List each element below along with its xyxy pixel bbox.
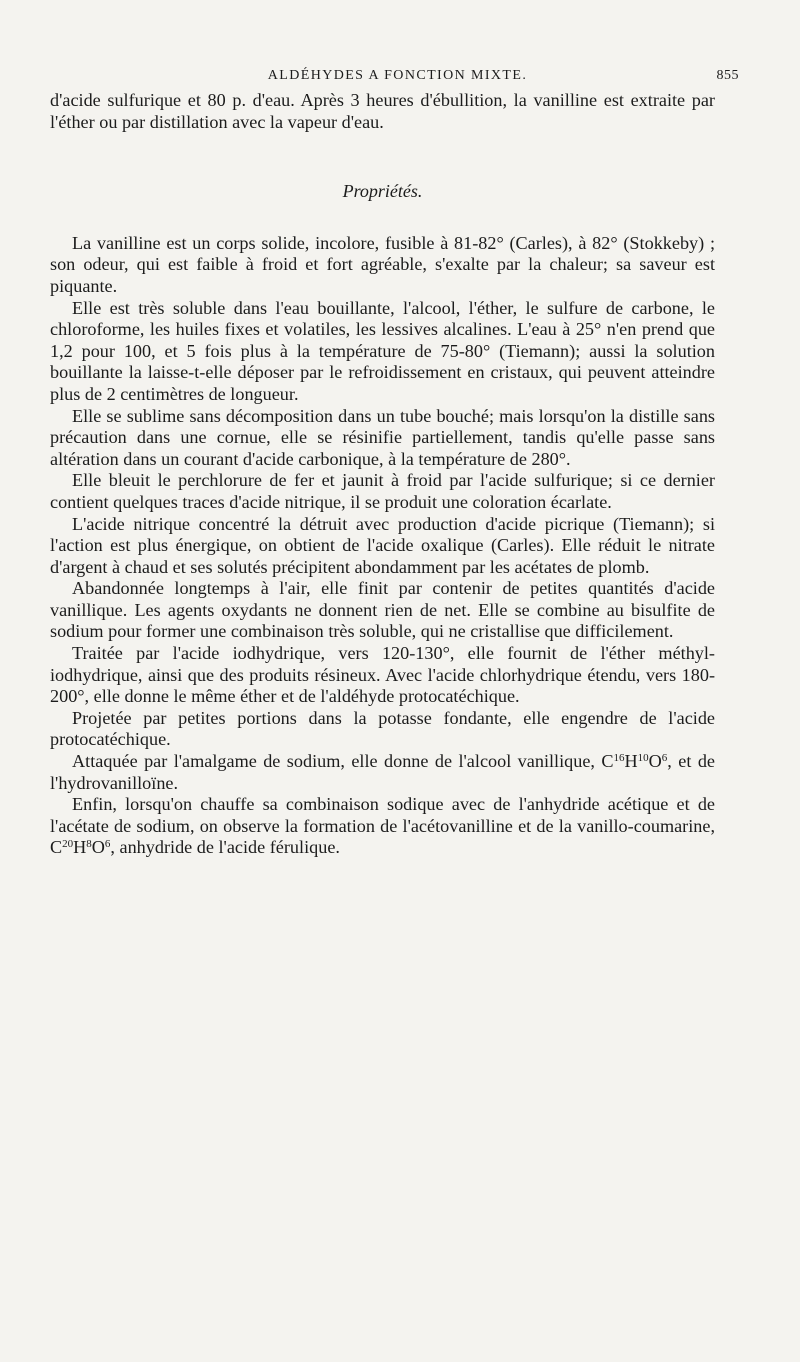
paragraph-formula: Attaquée par l'amalgame de sodium, elle donne de l'alcool vanillique, $C^{16}H^{10}O^6$, et de l'hydrovanilloïne. [50,751,715,793]
paragraph: Traitée par l'acide iodhydrique, vers 120-130°, elle fournit de l'éther méthyl-iodhydrique, ainsi que des produits résineux. Avec l'acide chlorhydrique étendu, vers 180-200°, elle donne le même éther et de l'aldéhyde protocatéchique. [50,643,715,707]
section-title: Propriétés. [342,181,423,202]
paragraph: Elle se sublime sans décomposition dans un tube bouché; mais lorsqu'on la distille sans précaution dans une cornue, elle se résinifie partiellement, tandis qu'elle passe sans altération dans un courant d'acide carbonique, à la température de 280°. [50,405,715,469]
paragraph: Elle est très soluble dans l'eau bouillante, l'alcool, l'éther, le sulfure de carbone, le chloroforme, les huiles fixes et volatiles, les lessives alcalines. L'eau à 25° n'en prend que 1,2 pour 100, et 5 fois plus à la température de 75-80° (Tiemann); aussi la solution bouillante la laisse-t-elle déposer par le refroidissement en cristaux, qui peuvent atteindre plus de 2 centimètres de longueur. [50,297,715,404]
paragraph: La vanilline est un corps solide, incolore, fusible à 81-82° (Carles), à 82° (Stokkeby) ; son odeur, qui est faible à froid et fort agréable, s'exalte par la chaleur; sa saveur est piquante. [50,232,715,296]
paragraph: Elle bleuit le perchlorure de fer et jaunit à froid par l'acide sulfurique; si ce dernier contient quelques traces d'acide nitrique, il se produit une coloration écarlate. [50,470,715,512]
paragraph: L'acide nitrique concentré la détruit avec production d'acide picrique (Tiemann); si l'action est plus énergique, on obtient de l'acide oxalique (Carles). Elle réduit le nitrate d'argent à chaud et ses solutés précipitent abondamment par les acétates de plomb. [50,513,715,577]
body-text [50,90,715,859]
page-number: 855 [716,68,739,83]
paragraph: Projetée par petites portions dans la potasse fondante, elle engendre de l'acide protocatéchique. [50,707,715,750]
paragraph-formula: Enfin, lorsqu'on chauffe sa combinaison sodique avec de l'anhydride acétique et de l'acétate de sodium, on observe la formation de l'acétovanilline et de la vanillo-coumarine, $C^{20}H^8O^6$, anhydride de l'acide férulique. [50,794,715,858]
page-header [50,68,739,90]
paragraph: d'acide sulfurique et 80 p. d'eau. Après 3 heures d'ébullition, la vanilline est extraite par l'éther ou par distillation avec la vapeur d'eau. [50,90,715,132]
running-title: ALDÉHYDES A FONCTION MIXTE. [267,68,528,83]
paragraph: Abandonnée longtemps à l'air, elle finit par contenir de petites quantités d'acide vanillique. Les agents oxydants ne donnent rien de net. Elle se combine au bisulfite de sodium pour former une combinaison très soluble, qui ne cristallise que difficilement. [50,578,715,642]
